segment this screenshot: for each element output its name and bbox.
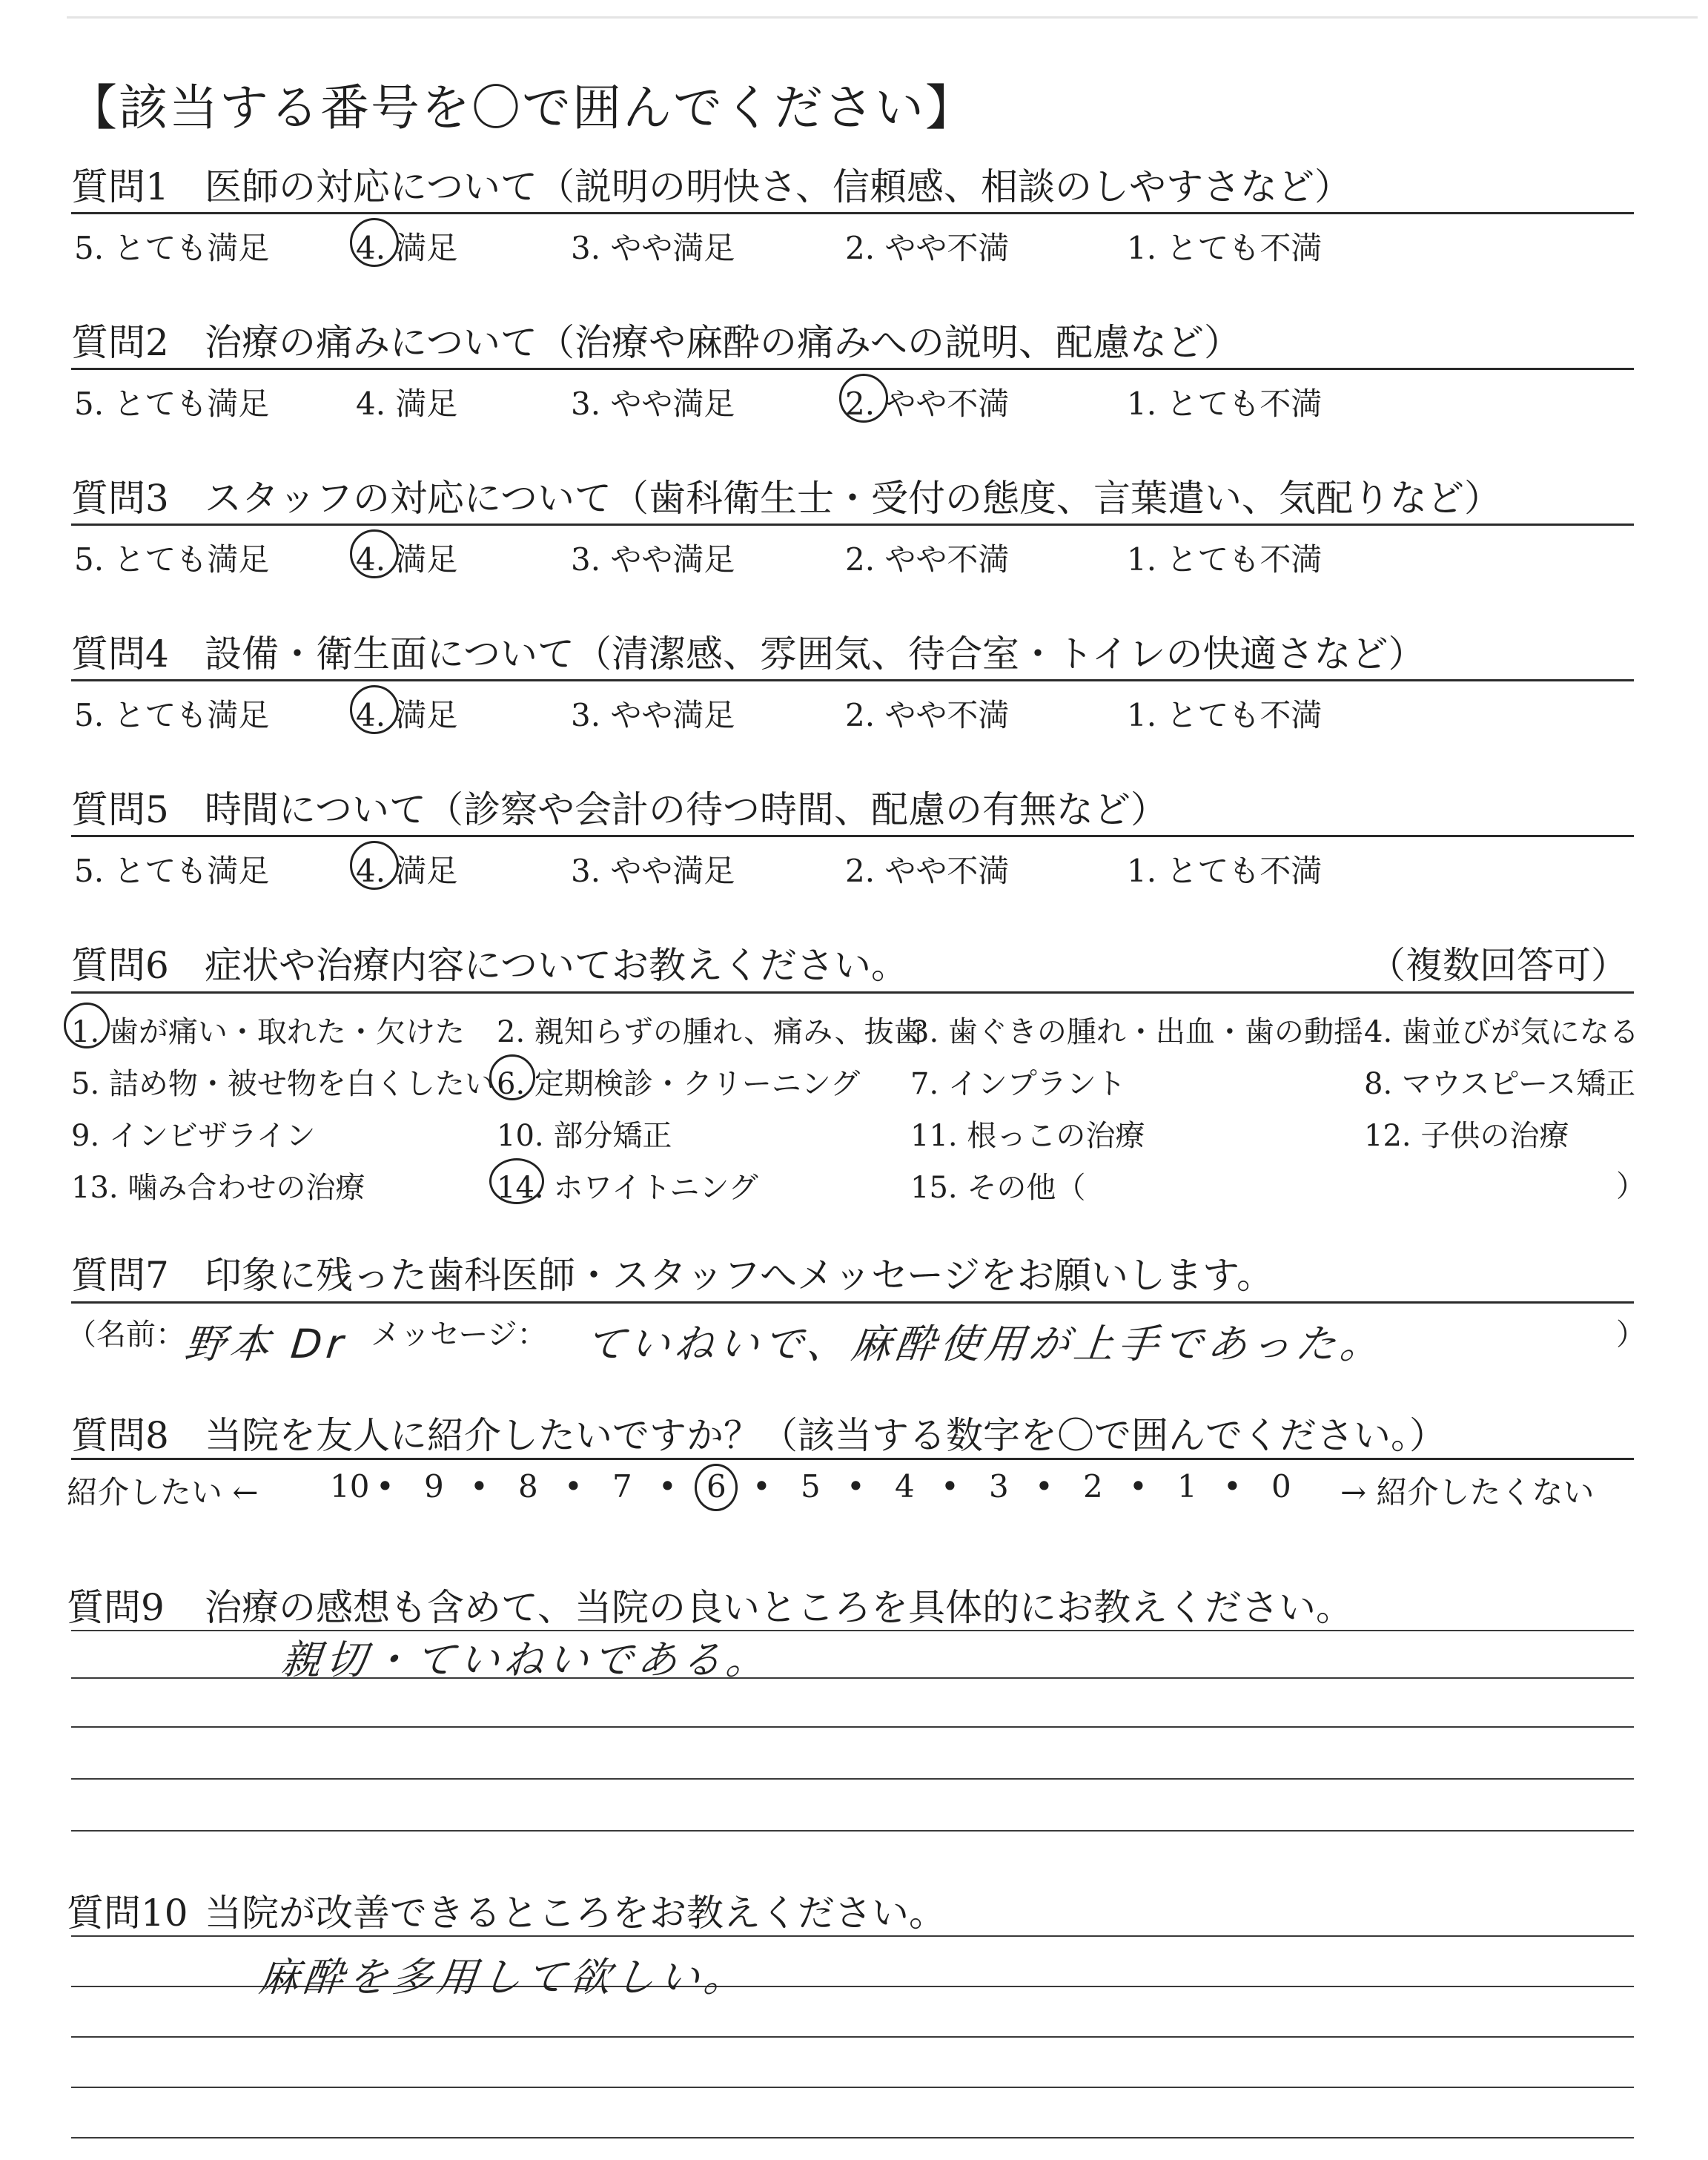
q9-line-4 [71, 1778, 1634, 1780]
q8-value-7: 7 [612, 1468, 632, 1505]
q6-other-close: ） [1616, 1169, 1646, 1203]
q5-option-4: 4. 満足 [356, 853, 458, 889]
q5-option-3: 3. やや満足 [571, 853, 735, 889]
q8-value-10: 10 [330, 1468, 370, 1505]
q5-rule [71, 835, 1634, 837]
q10-line-5 [71, 2137, 1634, 2138]
q6-text: 症状や治療内容についてお教えください。 [205, 944, 908, 987]
q6-option-2: 2. 親知らずの腫れ、痛み、抜歯 [497, 1015, 924, 1049]
q9-answer-handwriting: 親切・ていねいである。 [279, 1636, 773, 1683]
q10-answer-handwriting: 麻酔を多用して欲しい。 [256, 1954, 751, 2001]
q3-rule [71, 524, 1634, 526]
q8-separator-dot: • [376, 1468, 394, 1505]
q7-text: 印象に残った歯科医師・スタッフへメッセージをお願いします。 [205, 1254, 1274, 1297]
q6-label: 質問6 [71, 944, 169, 987]
q3-label: 質問3 [71, 477, 169, 520]
q1-option-3: 3. やや満足 [571, 230, 735, 266]
q2-label: 質問2 [71, 321, 169, 364]
q1-rule [71, 212, 1634, 214]
q2-selection-circle [839, 374, 888, 423]
q6-option-10: 10. 部分矯正 [497, 1119, 672, 1153]
q4-selection-circle [350, 685, 399, 734]
q6-option-7: 7. インプラント [910, 1067, 1126, 1101]
q2-option-4: 4. 満足 [356, 386, 458, 422]
q7-rule [71, 1301, 1634, 1304]
q6-option-14: 14. ホワイトニング [497, 1171, 758, 1205]
q2-rule [71, 368, 1634, 370]
q10-line-1 [71, 1935, 1634, 1937]
q5-text: 時間について（診察や会計の待つ時間、配慮の有無など） [205, 788, 1168, 831]
q6-option-13: 13. 噛み合わせの治療 [71, 1171, 365, 1205]
q8-label: 質問8 [71, 1414, 169, 1457]
q7-label: 質問7 [71, 1254, 169, 1297]
q6-selection-circle-1 [64, 1003, 110, 1048]
q8-text: 当院を友人に紹介したいですか？（該当する数字を〇で囲んでください。） [205, 1414, 1446, 1457]
page-title: 【該当する番号を〇で囲んでください】 [68, 79, 976, 136]
q1-option-4: 4. 満足 [356, 230, 458, 266]
q9-label: 質問9 [67, 1586, 165, 1629]
q2-option-5: 5. とても満足 [74, 386, 270, 422]
q5-selection-circle [350, 841, 399, 890]
q6-option-15: 15. その他（ [910, 1171, 1086, 1205]
q6-selection-circle-14 [489, 1158, 544, 1204]
q8-separator-dot: • [752, 1468, 771, 1505]
q2-option-1: 1. とても不満 [1127, 386, 1323, 422]
q6-option-1: 1. 歯が痛い・取れた・欠けた [71, 1015, 465, 1049]
q6-note: （複数回答可） [1368, 944, 1628, 987]
q1-label: 質問1 [71, 165, 169, 208]
q3-selection-circle [350, 529, 399, 578]
q6-rule [71, 991, 1634, 994]
q10-line-3 [71, 2036, 1634, 2038]
q8-value-1: 1 [1177, 1468, 1197, 1505]
q10-line-4 [71, 2087, 1634, 2088]
q4-option-3: 3. やや満足 [571, 697, 735, 733]
q8-separator-dot: • [941, 1468, 959, 1505]
q8-separator-dot: • [564, 1468, 583, 1505]
q9-line-5 [71, 1830, 1634, 1832]
q7-name-label: （名前： [67, 1318, 185, 1352]
q1-selection-circle [350, 218, 399, 267]
q9-line-3 [71, 1726, 1634, 1728]
q8-value-4: 4 [895, 1468, 915, 1505]
q4-rule [71, 679, 1634, 681]
q8-rule [71, 1458, 1634, 1460]
q5-option-1: 1. とても不満 [1127, 853, 1323, 889]
q8-value-8: 8 [518, 1468, 538, 1505]
q5-option-2: 2. やや不満 [845, 853, 1010, 889]
q3-option-2: 2. やや不満 [845, 541, 1010, 578]
q8-separator-dot: • [1129, 1468, 1148, 1505]
q6-option-4: 4. 歯並びが気になる [1364, 1015, 1639, 1049]
q6-option-9: 9. インビザライン [71, 1119, 316, 1153]
q3-option-1: 1. とても不満 [1127, 541, 1323, 578]
q2-text: 治療の痛みについて（治療や麻酔の痛みへの説明、配慮など） [205, 321, 1241, 364]
q3-text: スタッフの対応について（歯科衛生士・受付の態度、言葉遣い、気配りなど） [205, 477, 1501, 520]
q4-text: 設備・衛生面について（清潔感、雰囲気、待合室・トイレの快適さなど） [205, 633, 1426, 676]
q6-option-3: 3. 歯ぐきの腫れ・出血・歯の動揺 [910, 1015, 1363, 1049]
q1-text: 医師の対応について（説明の明快さ、信頼感、相談のしやすさなど） [205, 165, 1351, 208]
q1-option-2: 2. やや不満 [845, 230, 1010, 266]
q7-message-label: メッセージ： [371, 1318, 547, 1352]
q6-option-11: 11. 根っこの治療 [910, 1119, 1145, 1153]
q4-option-5: 5. とても満足 [74, 697, 270, 733]
q8-value-5: 5 [801, 1468, 821, 1505]
q8-separator-dot: • [1035, 1468, 1053, 1505]
q8-separator-dot: • [1223, 1468, 1242, 1505]
q10-label: 質問10 [67, 1892, 188, 1935]
q6-option-12: 12. 子供の治療 [1364, 1119, 1569, 1153]
q8-value-3: 3 [989, 1468, 1009, 1505]
q6-option-8: 8. マウスピース矯正 [1364, 1067, 1636, 1101]
q3-option-3: 3. やや満足 [571, 541, 735, 578]
q2-option-3: 3. やや満足 [571, 386, 735, 422]
q2-option-2: 2. やや不満 [845, 386, 1010, 422]
q3-option-5: 5. とても満足 [74, 541, 270, 578]
q3-option-4: 4. 満足 [356, 541, 458, 578]
q4-option-1: 1. とても不満 [1127, 697, 1323, 733]
q8-value-0: 0 [1271, 1468, 1291, 1505]
q1-option-1: 1. とても不満 [1127, 230, 1323, 266]
q4-option-4: 4. 満足 [356, 697, 458, 733]
scan-top-edge [67, 16, 1698, 19]
q5-label: 質問5 [71, 788, 169, 831]
q8-right-label: → 紹介したくない [1340, 1474, 1595, 1510]
q7-message-handwriting: ていねいで、麻酔使用が上手であった。 [583, 1321, 1388, 1367]
q7-close-paren: ） [1616, 1318, 1646, 1352]
q8-value-6: 6 [706, 1468, 726, 1505]
q8-value-2: 2 [1083, 1468, 1103, 1505]
q4-option-2: 2. やや不満 [845, 697, 1010, 733]
q8-separator-dot: • [847, 1468, 865, 1505]
q6-option-6: 6. 定期検診・クリーニング [497, 1067, 861, 1101]
q4-label: 質問4 [71, 633, 169, 676]
q7-name-handwriting: 野本 Dr [182, 1321, 350, 1367]
q8-left-label: 紹介したい ← [67, 1474, 259, 1510]
q6-option-5: 5. 詰め物・被せ物を白くしたい [71, 1067, 494, 1101]
q8-value-9: 9 [424, 1468, 444, 1505]
q8-separator-dot: • [658, 1468, 677, 1505]
q8-separator-dot: • [470, 1468, 489, 1505]
q9-text: 治療の感想も含めて、当院の良いところを具体的にお教えください。 [205, 1586, 1353, 1629]
q6-selection-circle-6 [489, 1054, 535, 1100]
q5-option-5: 5. とても満足 [74, 853, 270, 889]
q1-option-5: 5. とても満足 [74, 230, 270, 266]
q10-text: 当院が改善できるところをお教えください。 [205, 1892, 946, 1935]
q8-selection-circle [695, 1464, 738, 1511]
